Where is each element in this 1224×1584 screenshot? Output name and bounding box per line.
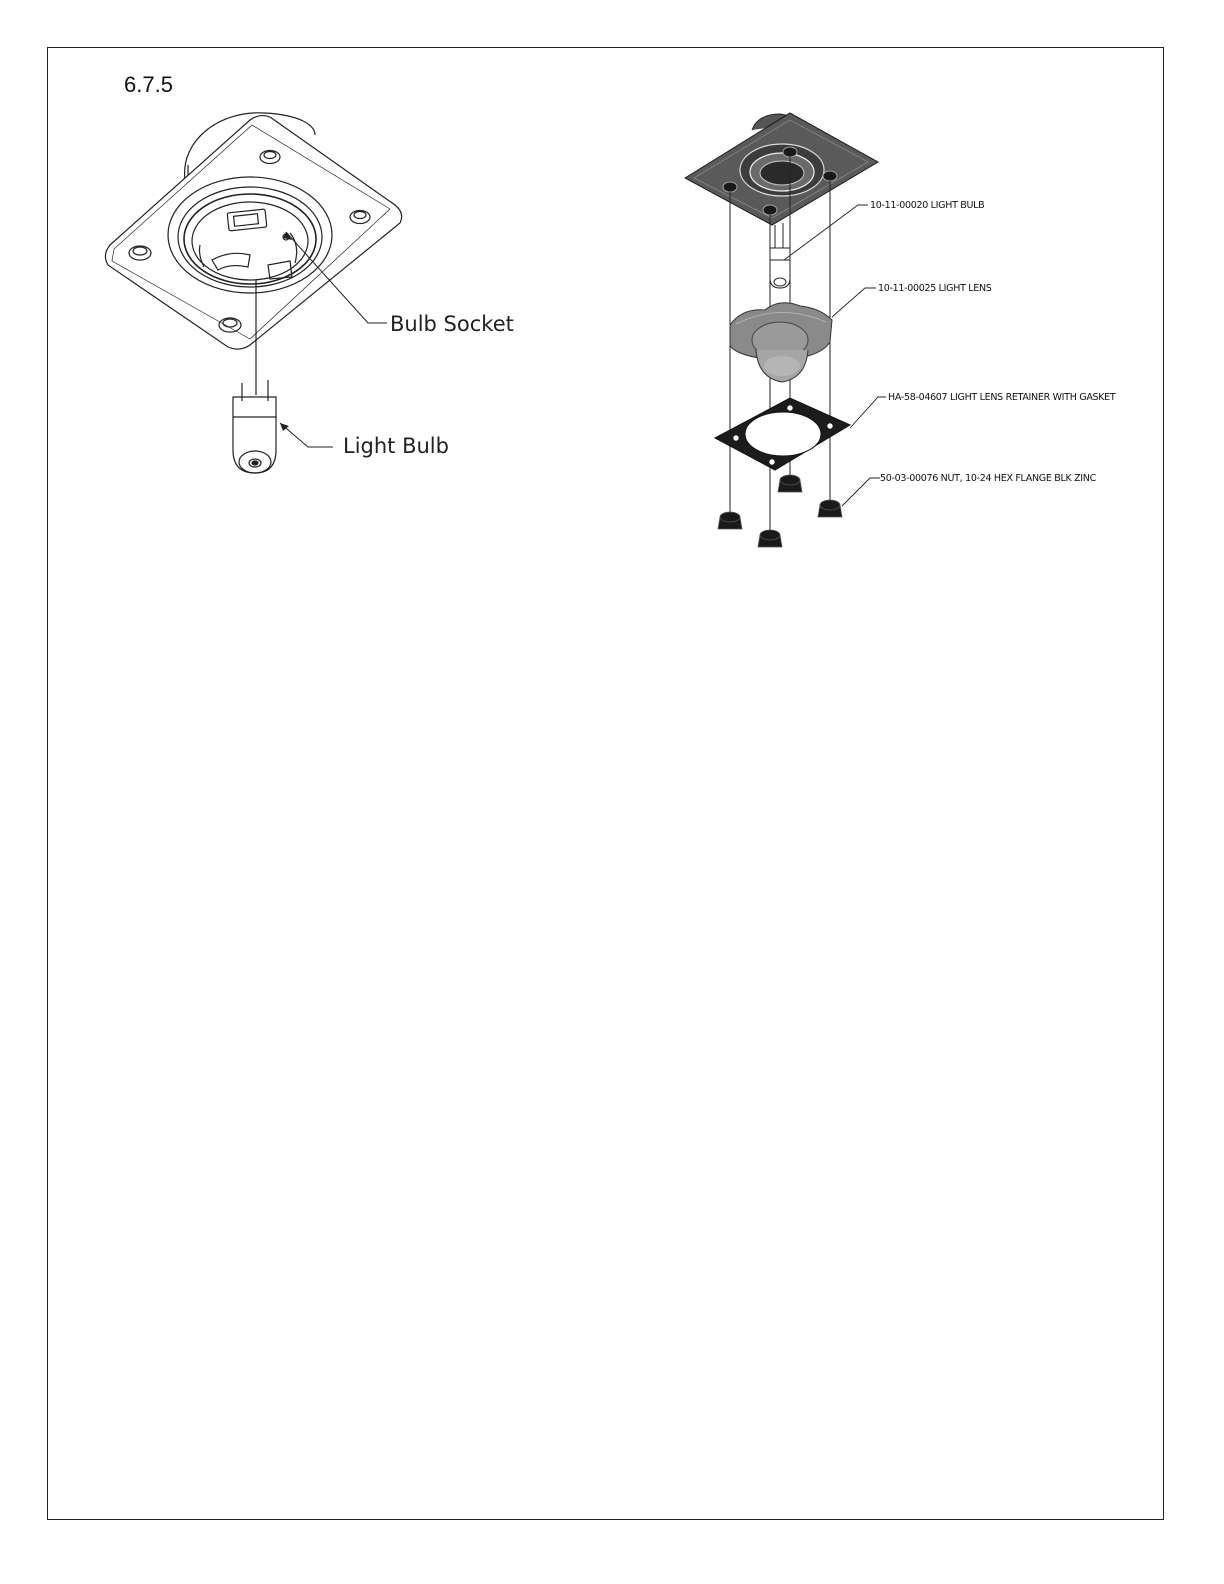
exploded-assembly-illustration [680,110,1120,565]
light-bulb-callout: Light Bulb [343,434,449,458]
section-number: 6.7.5 [124,72,173,97]
bulb-socket-callout: Bulb Socket [390,312,514,336]
nut-part-callout: 50-03-00076 NUT, 10-24 HEX FLANGE BLK ZINC [880,473,1096,484]
bulb-socket-illustration [100,105,560,495]
light-bulb-part-callout: 10-11-00020 LIGHT BULB [870,200,985,211]
light-lens-part-callout: 10-11-00025 LIGHT LENS [878,283,992,294]
retainer-part-callout: HA-58-04607 LIGHT LENS RETAINER WITH GASKET [888,392,1116,403]
